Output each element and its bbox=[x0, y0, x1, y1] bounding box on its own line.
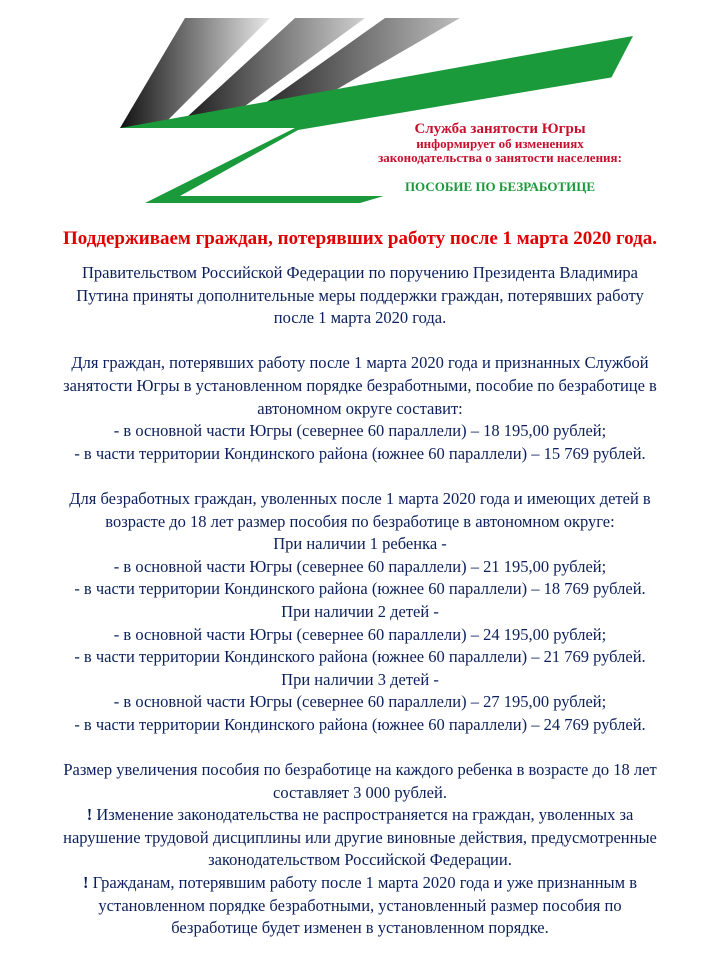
document-body bbox=[10, 262, 710, 940]
note2-line bbox=[10, 872, 710, 895]
block1-line: - в части территории Кондинского района (южнее 60 параллели) – 15 769 рублей. bbox=[74, 443, 646, 463]
block2-line: - в части территории Кондинского района (южнее 60 параллели) – 21 769 рублей. bbox=[74, 647, 646, 667]
logo-line-4: ПОСОБИЕ ПО БЕЗРАБОТИЦЕ bbox=[404, 179, 596, 194]
block2-line: Для безработных граждан, уволенных после 1 марта 2020 года и имеющих детей в bbox=[69, 488, 651, 508]
block2-line: При наличии 2 детей - bbox=[281, 601, 439, 621]
exclamation-mark: ! bbox=[86, 805, 93, 825]
block3-line: Размер увеличения пособия по безработице на каждого ребенка в возрасте до 18 лет bbox=[63, 760, 657, 780]
block2-line: - в части территории Кондинского района (южнее 60 параллели) – 24 769 рублей. bbox=[74, 714, 646, 734]
exclamation-mark: ! bbox=[83, 873, 89, 893]
intro-line: после 1 марта 2020 года. bbox=[273, 308, 447, 328]
block2-line: - в основной части Югры (севернее 60 параллели) – 27 195,00 рублей; bbox=[113, 692, 607, 712]
logo-line-2: информирует об изменениях bbox=[416, 136, 584, 151]
block1-line: - в основной части Югры (севернее 60 параллели) – 18 195,00 рублей; bbox=[113, 421, 607, 441]
intro-line: Путина приняты дополнительные меры поддержки граждан, потерявших работу bbox=[76, 285, 644, 305]
block2-line: При наличии 3 детей - bbox=[281, 669, 439, 689]
note1-text: Изменение законодательства не распространяется на граждан, уволенных за bbox=[92, 805, 634, 825]
logo-line-1: Служба занятости Югры bbox=[414, 121, 586, 137]
note2-line: установленном порядке безработными, установленный размер пособия по bbox=[98, 895, 622, 915]
spacer bbox=[10, 330, 710, 353]
block1-line: автономном округе составит: bbox=[257, 398, 463, 418]
block2-line: - в части территории Кондинского района (южнее 60 параллели) – 18 769 рублей. bbox=[74, 579, 646, 599]
spacer bbox=[10, 736, 710, 759]
block2-line: - в основной части Югры (севернее 60 параллели) – 21 195,00 рублей; bbox=[113, 556, 607, 576]
block2-line: - в основной части Югры (севернее 60 параллели) – 24 195,00 рублей; bbox=[113, 624, 607, 644]
note1-line bbox=[10, 804, 710, 827]
logo-text bbox=[300, 121, 700, 194]
block1-line: занятости Югры в установленном порядке безработными, пособие по безработице в bbox=[63, 375, 657, 395]
block1-line: Для граждан, потерявших работу после 1 марта 2020 года и признанных Службой bbox=[71, 353, 649, 373]
headline: Поддерживаем граждан, потерявших работу после 1 марта 2020 года. bbox=[63, 228, 657, 249]
intro-line: Правительством Российской Федерации по поручению Президента Владимира bbox=[82, 263, 638, 282]
note1-line: нарушение трудовой дисциплины или другие виновные действия, предусмотренные bbox=[63, 827, 657, 847]
note1-line: законодательством Российской Федерации. bbox=[208, 850, 512, 870]
block2-line: При наличии 1 ребенка - bbox=[273, 534, 447, 554]
employment-service-logo bbox=[120, 18, 640, 213]
logo-line-3: законодательства о занятости населения: bbox=[378, 150, 622, 165]
note2-line: безработице будет изменен в установленном порядке. bbox=[171, 918, 549, 938]
spacer bbox=[10, 465, 710, 488]
block2-line: возрасте до 18 лет размер пособия по безработице в автономном округе: bbox=[105, 511, 615, 531]
note2-text: Гражданам, потерявшим работу после 1 марта 2020 года и уже признанным в bbox=[88, 873, 637, 893]
block3-line: составляет 3 000 рублей. bbox=[273, 782, 447, 802]
